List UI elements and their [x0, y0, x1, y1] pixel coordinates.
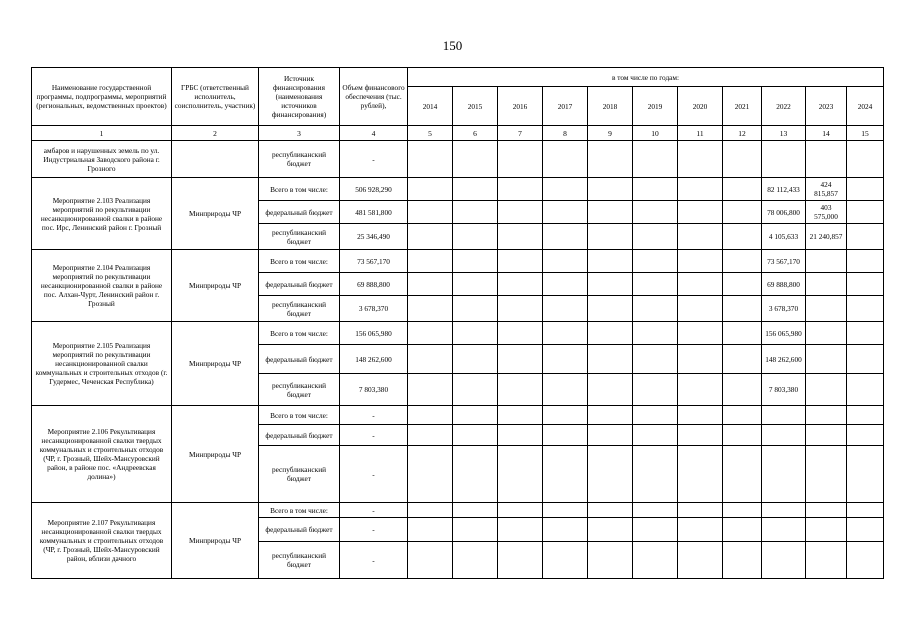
year-cell-2019	[633, 250, 678, 273]
total-amount: -	[340, 503, 408, 518]
year-cell-2015	[453, 296, 498, 322]
year-cell-2017	[543, 322, 588, 345]
column-number: 6	[453, 126, 498, 141]
year-cell-2019	[633, 425, 678, 446]
funding-source: Всего в том числе:	[259, 322, 340, 345]
header-numbers-row	[32, 126, 884, 141]
year-cell-2014	[408, 250, 453, 273]
year-cell-2017	[543, 201, 588, 224]
year-cell-2018	[588, 503, 633, 518]
column-number: 7	[498, 126, 543, 141]
year-cell-2020	[678, 374, 723, 406]
year-cell-2019	[633, 503, 678, 518]
year-cell-2018	[588, 446, 633, 503]
year-cell-2018	[588, 518, 633, 542]
year-cell-2015	[453, 374, 498, 406]
year-cell-2016	[498, 345, 543, 374]
year-cell-2016	[498, 296, 543, 322]
total-amount: -	[340, 518, 408, 542]
table-body	[32, 141, 884, 579]
year-cell-2022	[762, 542, 806, 579]
year-cell-2021	[723, 425, 762, 446]
year-cell-2018	[588, 374, 633, 406]
budget-table	[31, 67, 884, 579]
year-cell-2021	[723, 296, 762, 322]
year-cell-2015	[453, 322, 498, 345]
header-year-2015: 2015	[453, 87, 498, 126]
year-cell-2014	[408, 273, 453, 296]
year-cell-2017	[543, 503, 588, 518]
table-row	[32, 322, 884, 345]
total-amount: 148 262,600	[340, 345, 408, 374]
year-cell-2020	[678, 518, 723, 542]
year-cell-2015	[453, 224, 498, 250]
year-cell-2021	[723, 345, 762, 374]
year-cell-2016	[498, 178, 543, 201]
total-amount: 73 567,170	[340, 250, 408, 273]
measure-name: Мероприятие 2.104 Реализация мероприятий по рекультивации несанкционированной свалки в районе пос. Алхан-Чурт, Ленинский район г. Грозный	[32, 250, 172, 322]
total-amount: -	[340, 446, 408, 503]
year-cell-2014	[408, 296, 453, 322]
year-cell-2018	[588, 141, 633, 178]
year-cell-2022: 69 888,800	[762, 273, 806, 296]
year-cell-2017	[543, 345, 588, 374]
table-row	[32, 178, 884, 201]
column-number: 11	[678, 126, 723, 141]
year-cell-2017	[543, 406, 588, 425]
year-cell-2023	[806, 141, 847, 178]
year-cell-2018	[588, 345, 633, 374]
measure-name: Мероприятие 2.103 Реализация мероприятий по рекультивации несанкционированной свалки в районе пос. Ирс, Ленинский район г. Грозный	[32, 178, 172, 250]
year-cell-2020	[678, 201, 723, 224]
column-number: 5	[408, 126, 453, 141]
year-cell-2016	[498, 250, 543, 273]
year-cell-2015	[453, 406, 498, 425]
total-amount: -	[340, 425, 408, 446]
year-cell-2018	[588, 273, 633, 296]
year-cell-2014	[408, 322, 453, 345]
year-cell-2021	[723, 518, 762, 542]
table-row	[32, 141, 884, 178]
year-cell-2020	[678, 141, 723, 178]
year-cell-2016	[498, 518, 543, 542]
year-cell-2017	[543, 518, 588, 542]
year-cell-2023: 21 240,857	[806, 224, 847, 250]
header-name: Наименование государственной программы, подпрограммы, мероприятий (региональных, ведомственных проектов)	[32, 68, 172, 126]
measure-name: амбаров и нарушенных земель по ул. Индустриальная Заводского района г. Грозного	[32, 141, 172, 178]
year-cell-2016	[498, 201, 543, 224]
year-cell-2020	[678, 542, 723, 579]
grbs-cell: Минприроды ЧР	[172, 178, 259, 250]
year-cell-2014	[408, 178, 453, 201]
header-year-2016: 2016	[498, 87, 543, 126]
year-cell-2022: 156 065,980	[762, 322, 806, 345]
year-cell-2018	[588, 224, 633, 250]
column-number: 9	[588, 126, 633, 141]
year-cell-2014	[408, 406, 453, 425]
funding-source: республиканский бюджет	[259, 141, 340, 178]
total-amount: 25 346,490	[340, 224, 408, 250]
year-cell-2023	[806, 406, 847, 425]
total-amount: -	[340, 141, 408, 178]
year-cell-2024	[847, 542, 884, 579]
header-year-2022: 2022	[762, 87, 806, 126]
year-cell-2020	[678, 345, 723, 374]
year-cell-2014	[408, 446, 453, 503]
funding-source: федеральный бюджет	[259, 518, 340, 542]
funding-source: республиканский бюджет	[259, 446, 340, 503]
column-number: 10	[633, 126, 678, 141]
year-cell-2024	[847, 374, 884, 406]
column-number: 4	[340, 126, 408, 141]
total-amount: 7 803,380	[340, 374, 408, 406]
year-cell-2023	[806, 518, 847, 542]
year-cell-2014	[408, 141, 453, 178]
year-cell-2015	[453, 425, 498, 446]
year-cell-2024	[847, 224, 884, 250]
year-cell-2019	[633, 542, 678, 579]
year-cell-2019	[633, 374, 678, 406]
year-cell-2017	[543, 224, 588, 250]
column-number: 1	[32, 126, 172, 141]
year-cell-2024	[847, 406, 884, 425]
year-cell-2015	[453, 518, 498, 542]
total-amount: 481 581,800	[340, 201, 408, 224]
year-cell-2014	[408, 345, 453, 374]
year-cell-2016	[498, 425, 543, 446]
year-cell-2014	[408, 542, 453, 579]
year-cell-2021	[723, 178, 762, 201]
year-cell-2020	[678, 446, 723, 503]
year-cell-2021	[723, 446, 762, 503]
year-cell-2021	[723, 224, 762, 250]
year-cell-2019	[633, 201, 678, 224]
year-cell-2023	[806, 250, 847, 273]
year-cell-2024	[847, 345, 884, 374]
measure-name: Мероприятие 2.106 Рекультивация несанкционированной свалки твердых коммунальных и строительных отходов (ЧР, г. Грозный, Шейх-Мансуровский район, в районе пос. «Андреевская долина»)	[32, 406, 172, 503]
year-cell-2021	[723, 201, 762, 224]
year-cell-2019	[633, 446, 678, 503]
header-year-2021: 2021	[723, 87, 762, 126]
column-number: 13	[762, 126, 806, 141]
year-cell-2020	[678, 250, 723, 273]
year-cell-2016	[498, 273, 543, 296]
year-cell-2015	[453, 141, 498, 178]
year-cell-2023	[806, 374, 847, 406]
year-cell-2020	[678, 296, 723, 322]
year-cell-2023	[806, 273, 847, 296]
year-cell-2021	[723, 250, 762, 273]
year-cell-2023	[806, 345, 847, 374]
year-cell-2024	[847, 503, 884, 518]
year-cell-2015	[453, 250, 498, 273]
year-cell-2018	[588, 178, 633, 201]
total-amount: -	[340, 406, 408, 425]
year-cell-2021	[723, 141, 762, 178]
funding-source: республиканский бюджет	[259, 374, 340, 406]
year-cell-2019	[633, 224, 678, 250]
page-number: 150	[442, 38, 463, 53]
measure-name: Мероприятие 2.105 Реализация мероприятий по рекультивации несанкционированной свалки коммунальных и строительных отходов (г. Гудермес, Чеченская Республика)	[32, 322, 172, 406]
year-cell-2020	[678, 503, 723, 518]
year-cell-2019	[633, 322, 678, 345]
year-cell-2020	[678, 224, 723, 250]
header-year-2018: 2018	[588, 87, 633, 126]
year-cell-2022	[762, 141, 806, 178]
year-cell-2017	[543, 296, 588, 322]
year-cell-2021	[723, 374, 762, 406]
year-cell-2022	[762, 503, 806, 518]
year-cell-2018	[588, 201, 633, 224]
grbs-cell	[172, 141, 259, 178]
year-cell-2019	[633, 345, 678, 374]
header-year-2020: 2020	[678, 87, 723, 126]
year-cell-2022: 7 803,380	[762, 374, 806, 406]
year-cell-2019	[633, 518, 678, 542]
year-cell-2020	[678, 322, 723, 345]
grbs-cell: Минприроды ЧР	[172, 250, 259, 322]
table-row	[32, 250, 884, 273]
year-cell-2024	[847, 141, 884, 178]
year-cell-2022: 3 678,370	[762, 296, 806, 322]
year-cell-2017	[543, 446, 588, 503]
year-cell-2017	[543, 178, 588, 201]
funding-source: Всего в том числе:	[259, 406, 340, 425]
funding-source: Всего в том числе:	[259, 503, 340, 518]
year-cell-2023: 424 815,857	[806, 178, 847, 201]
year-cell-2014	[408, 503, 453, 518]
year-cell-2021	[723, 406, 762, 425]
funding-source: Всего в том числе:	[259, 178, 340, 201]
year-cell-2024	[847, 446, 884, 503]
funding-source: республиканский бюджет	[259, 296, 340, 322]
year-cell-2022: 78 006,800	[762, 201, 806, 224]
year-cell-2023: 403 575,000	[806, 201, 847, 224]
year-cell-2014	[408, 374, 453, 406]
year-cell-2016	[498, 322, 543, 345]
year-cell-2020	[678, 406, 723, 425]
year-cell-2018	[588, 542, 633, 579]
column-number: 15	[847, 126, 884, 141]
year-cell-2020	[678, 425, 723, 446]
year-cell-2022	[762, 518, 806, 542]
funding-source: федеральный бюджет	[259, 345, 340, 374]
year-cell-2019	[633, 273, 678, 296]
year-cell-2016	[498, 374, 543, 406]
year-cell-2023	[806, 446, 847, 503]
year-cell-2018	[588, 406, 633, 425]
year-cell-2015	[453, 201, 498, 224]
grbs-cell: Минприроды ЧР	[172, 322, 259, 406]
header-volume: Объем финансового обеспечения (тыс. рублей),	[340, 68, 408, 126]
year-cell-2017	[543, 141, 588, 178]
year-cell-2015	[453, 178, 498, 201]
header-grbs: ГРБС (ответственный исполнитель, соисполнитель, участник)	[172, 68, 259, 126]
header-year-2017: 2017	[543, 87, 588, 126]
year-cell-2019	[633, 406, 678, 425]
funding-source: федеральный бюджет	[259, 201, 340, 224]
header-year-2019: 2019	[633, 87, 678, 126]
year-cell-2022	[762, 406, 806, 425]
column-number: 12	[723, 126, 762, 141]
year-cell-2015	[453, 446, 498, 503]
year-cell-2015	[453, 345, 498, 374]
column-number: 8	[543, 126, 588, 141]
year-cell-2017	[543, 425, 588, 446]
table-row	[32, 406, 884, 425]
year-cell-2017	[543, 374, 588, 406]
year-cell-2022: 82 112,433	[762, 178, 806, 201]
year-cell-2014	[408, 425, 453, 446]
year-cell-2022: 4 105,633	[762, 224, 806, 250]
total-amount: -	[340, 542, 408, 579]
year-cell-2015	[453, 503, 498, 518]
year-cell-2024	[847, 425, 884, 446]
year-cell-2023	[806, 542, 847, 579]
header-year-2024: 2024	[847, 87, 884, 126]
header-year-2014: 2014	[408, 87, 453, 126]
funding-source: республиканский бюджет	[259, 542, 340, 579]
year-cell-2024	[847, 322, 884, 345]
year-cell-2014	[408, 224, 453, 250]
total-amount: 156 065,980	[340, 322, 408, 345]
year-cell-2016	[498, 406, 543, 425]
year-cell-2021	[723, 273, 762, 296]
column-number: 3	[259, 126, 340, 141]
year-cell-2023	[806, 296, 847, 322]
year-cell-2019	[633, 141, 678, 178]
year-cell-2016	[498, 141, 543, 178]
year-cell-2023	[806, 425, 847, 446]
funding-source: федеральный бюджет	[259, 273, 340, 296]
year-cell-2022	[762, 425, 806, 446]
year-cell-2021	[723, 503, 762, 518]
year-cell-2018	[588, 322, 633, 345]
year-cell-2020	[678, 178, 723, 201]
funding-source: Всего в том числе:	[259, 250, 340, 273]
year-cell-2019	[633, 296, 678, 322]
column-number: 2	[172, 126, 259, 141]
year-cell-2021	[723, 542, 762, 579]
year-cell-2023	[806, 503, 847, 518]
total-amount: 506 928,290	[340, 178, 408, 201]
year-cell-2016	[498, 503, 543, 518]
year-cell-2021	[723, 322, 762, 345]
year-cell-2015	[453, 273, 498, 296]
year-cell-2017	[543, 542, 588, 579]
grbs-cell: Минприроды ЧР	[172, 503, 259, 579]
grbs-cell: Минприроды ЧР	[172, 406, 259, 503]
year-cell-2022: 73 567,170	[762, 250, 806, 273]
funding-source: федеральный бюджет	[259, 425, 340, 446]
funding-source: республиканский бюджет	[259, 224, 340, 250]
year-cell-2020	[678, 273, 723, 296]
year-cell-2017	[543, 273, 588, 296]
year-cell-2014	[408, 518, 453, 542]
year-cell-2024	[847, 296, 884, 322]
measure-name: Мероприятие 2.107 Рекультивация несанкционированной свалки твердых коммунальных и строительных отходов (ЧР, г. Грозный, Шейх-Мансуровский район, вблизи дачного	[32, 503, 172, 579]
year-cell-2015	[453, 542, 498, 579]
year-cell-2019	[633, 178, 678, 201]
year-cell-2018	[588, 425, 633, 446]
year-cell-2017	[543, 250, 588, 273]
year-cell-2024	[847, 273, 884, 296]
year-cell-2023	[806, 322, 847, 345]
header-source: Источник финансирования (наименования источников финансирования)	[259, 68, 340, 126]
year-cell-2018	[588, 250, 633, 273]
year-cell-2024	[847, 518, 884, 542]
year-cell-2018	[588, 296, 633, 322]
year-cell-2024	[847, 201, 884, 224]
table-row	[32, 503, 884, 518]
year-cell-2024	[847, 178, 884, 201]
header-years-group: в том числе по годам:	[408, 68, 884, 87]
year-cell-2016	[498, 542, 543, 579]
year-cell-2022	[762, 446, 806, 503]
total-amount: 69 888,800	[340, 273, 408, 296]
year-cell-2016	[498, 224, 543, 250]
column-number: 14	[806, 126, 847, 141]
year-cell-2022: 148 262,600	[762, 345, 806, 374]
header-year-2023: 2023	[806, 87, 847, 126]
year-cell-2016	[498, 446, 543, 503]
year-cell-2014	[408, 201, 453, 224]
year-cell-2024	[847, 250, 884, 273]
total-amount: 3 678,370	[340, 296, 408, 322]
